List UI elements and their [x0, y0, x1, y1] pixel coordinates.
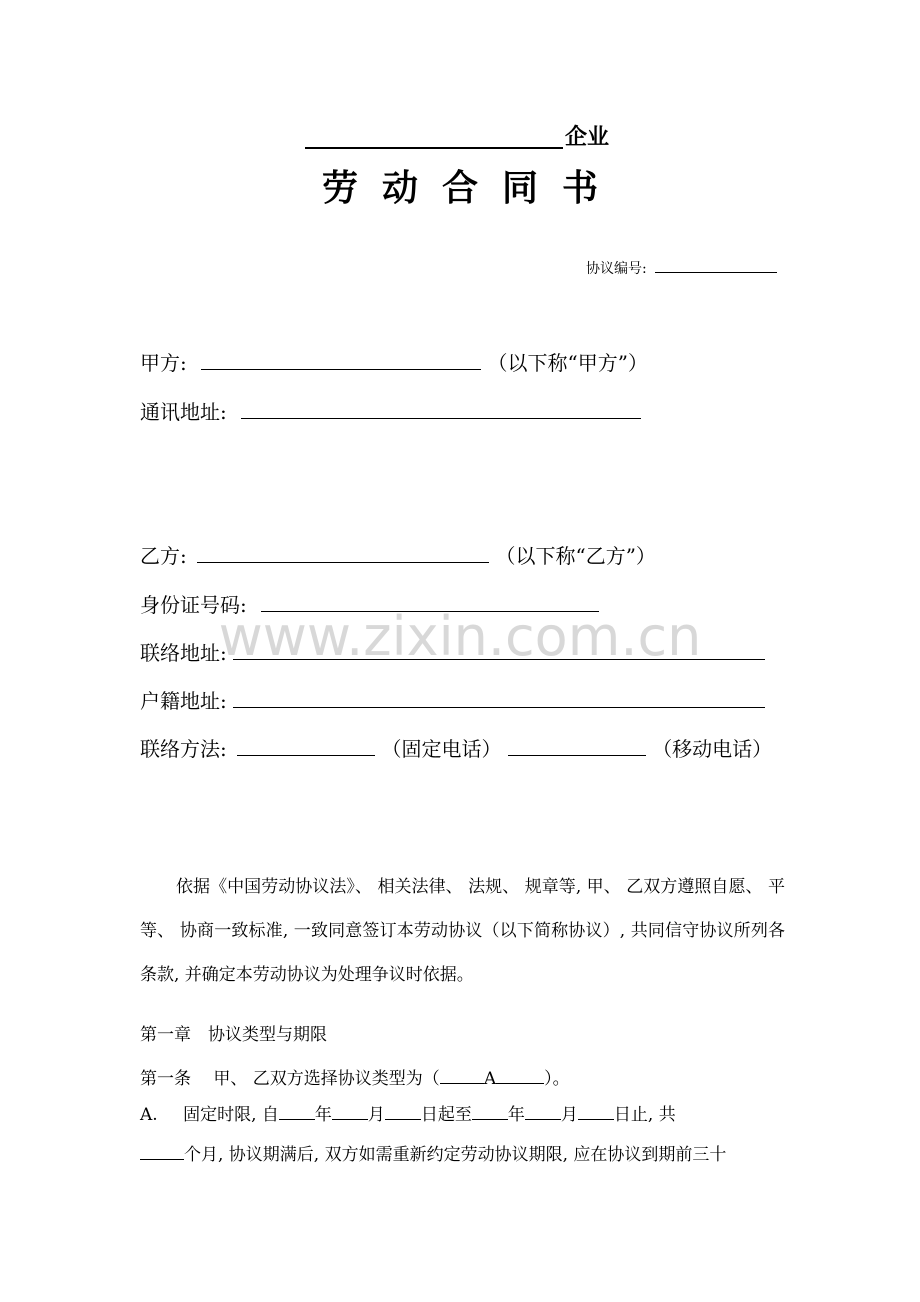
item-a-label: A.	[140, 1105, 158, 1125]
end-month-blank[interactable]	[525, 1102, 561, 1120]
chapter-1-heading: 第一章 协议类型与期限	[140, 1025, 327, 1045]
party-a-address-row	[140, 396, 641, 425]
page-title: 劳动合同书	[321, 168, 622, 209]
start-year-blank[interactable]	[279, 1102, 315, 1120]
contract-type-blank-right[interactable]	[496, 1066, 544, 1084]
start-month-blank[interactable]	[332, 1102, 368, 1120]
start-day-suffix: 日起至	[420, 1105, 472, 1125]
item-a-line-2-text: 个月, 协议期满后, 双方如需重新约定劳动协议期限, 应在协议到期前三十	[184, 1145, 727, 1165]
contact-method-row	[140, 733, 772, 762]
company-name-blank[interactable]	[305, 123, 563, 149]
party-a-address-blank[interactable]	[241, 396, 641, 419]
contract-number-row	[586, 258, 777, 278]
party-b-blank[interactable]	[197, 540, 489, 563]
item-a-line-2	[140, 1140, 726, 1165]
contract-type-blank-left[interactable]	[440, 1066, 484, 1084]
id-number-label: 身份证号码:	[140, 593, 247, 617]
contract-number-label: 协议编号:	[586, 261, 647, 277]
end-day-suffix: 日止, 共	[613, 1105, 676, 1125]
item-a-line-1	[140, 1100, 676, 1125]
company-suffix: 企业	[565, 125, 610, 150]
household-address-row	[140, 685, 765, 714]
article-1-prefix: 第一条 甲、 乙双方选择协议类型为（	[140, 1069, 440, 1089]
party-b-label: 乙方:	[140, 544, 187, 568]
start-month-unit: 月	[367, 1105, 385, 1125]
start-day-blank[interactable]	[385, 1102, 421, 1120]
watermark: www.zixin.com.cn	[218, 605, 702, 668]
article-1-suffix: ）。	[544, 1069, 570, 1089]
end-month-unit: 月	[560, 1105, 578, 1125]
article-1	[140, 1064, 570, 1089]
mobile-blank[interactable]	[508, 735, 646, 756]
months-count-blank[interactable]	[140, 1142, 184, 1160]
party-a-address-label: 通讯地址:	[140, 400, 227, 424]
party-a-label: 甲方:	[140, 351, 187, 375]
landline-label: （固定电话）	[381, 737, 502, 761]
contact-method-label: 联络方法:	[140, 737, 227, 761]
party-b-row	[140, 540, 656, 569]
end-year-unit: 年	[507, 1105, 525, 1125]
household-address-blank[interactable]	[233, 687, 765, 708]
party-a-alias: （以下称“甲方”）	[487, 351, 648, 375]
landline-blank[interactable]	[237, 735, 375, 756]
party-a-blank[interactable]	[201, 347, 481, 370]
item-a-text: 固定时限, 自	[183, 1105, 279, 1125]
contract-type-value[interactable]: A	[483, 1069, 497, 1089]
end-day-blank[interactable]	[578, 1102, 614, 1120]
start-year-unit: 年	[314, 1105, 332, 1125]
mobile-label: （移动电话）	[652, 737, 773, 761]
contact-address-label: 联络地址:	[140, 641, 227, 665]
preamble-paragraph: 依据《中国劳动协议法》、 相关法律、 法规、 规章等, 甲、 乙双方遵照自愿、 平等、 协商一致标准, 一致同意签订本劳动协议（以下简称协议）, 共同信守协议所列各条款, 并确定本劳动协议为处理争议时依据。	[140, 877, 785, 985]
party-a-row	[140, 347, 648, 376]
contract-number-blank[interactable]	[655, 258, 777, 273]
party-b-alias: （以下称“乙方”）	[495, 544, 656, 568]
end-year-blank[interactable]	[472, 1102, 508, 1120]
household-address-label: 户籍地址:	[140, 689, 227, 713]
